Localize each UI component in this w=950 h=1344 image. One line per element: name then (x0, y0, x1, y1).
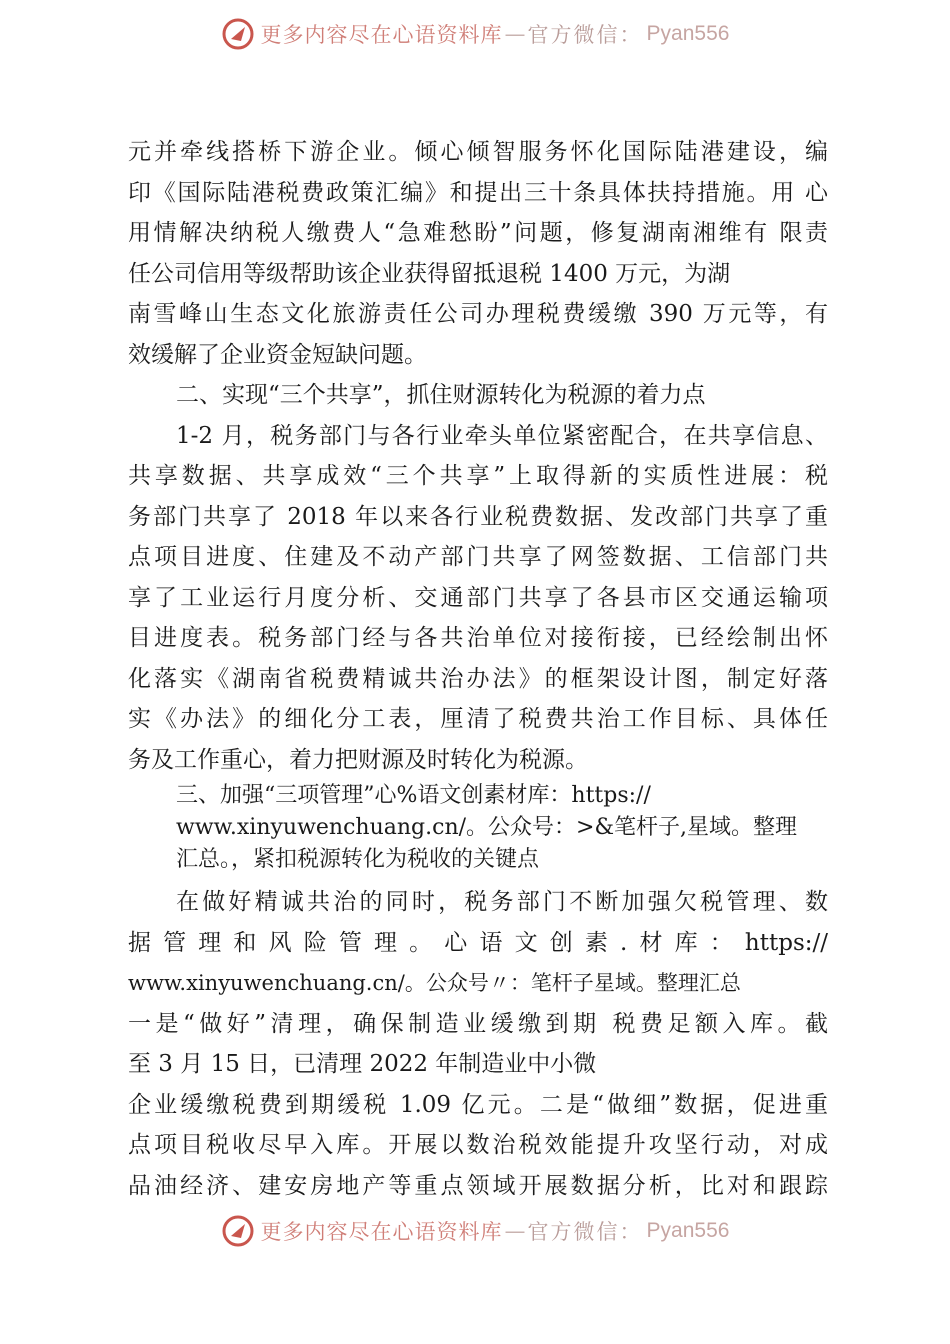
header-banner (0, 14, 950, 54)
banner-separator: — (504, 1219, 526, 1243)
text-line: www.xinyuwenchuang.cn/。公众号〃：笔杆子星域。整理汇总 (128, 971, 741, 995)
banner-main-text: 更多内容尽在心语资料库 (260, 23, 503, 47)
logo-icon (221, 17, 255, 51)
text-line: 用情解决纳税人缴费人“急难愁盼”问题，修复湖南湘维有 限责 (128, 220, 828, 246)
text-line: 点项目税收尽早入库。开展以数治税效能提升攻坚行动，对成 (128, 1132, 828, 1158)
text-line: 化落实《湖南省税费精诚共治办法》的框架设计图，制定好落 (128, 665, 828, 692)
paragraph-1 (128, 132, 828, 375)
text-line: 实《办法》的细化分工表，厘清了税费共治工作目标、具体任 (128, 706, 828, 732)
text-line: 享了工业运行月度分析、交通部门共享了各县市区交通运输项 (128, 584, 828, 611)
text-line: 效缓解了企业资金短缺问题。 (128, 341, 427, 368)
text-line: 据管理和风险管理。心语文创素.材库：https:// (128, 929, 828, 956)
paragraph-2 (128, 416, 828, 781)
banner-wechat-id: Pyan556 (646, 1219, 730, 1242)
text-line: 务及工作重心，着力把财源及时转化为税源。 (128, 746, 588, 773)
banner-wechat-label: 官方微信： (527, 23, 643, 47)
logo-icon (221, 1214, 255, 1248)
banner-main-text: 更多内容尽在心语资料库 (260, 1220, 503, 1244)
text-line: 一是“做好”清理，确保制造业缓缴到期 税费足额入库。截 (128, 1010, 828, 1037)
text-line: 共享数据、共享成效“三个共享”上取得新的实质性进展：税 (128, 463, 828, 489)
text-line: 在做好精诚共治的同时，税务部门不断加强欠税管理、数 (176, 889, 828, 915)
text-line: 印《国际陆港税费政策汇编》和提出三十条具体扶持措施。用 心 (128, 179, 828, 206)
text-line: 点项目进度、住建及不动产部门共享了网签数据、工信部门共 (128, 544, 828, 570)
section-heading-3 (128, 780, 828, 876)
text-line: 企业缓缴税费到期缓税 1.09 亿元。二是“做细”数据，促进重 (128, 1091, 828, 1118)
paragraph-3 (128, 882, 828, 1206)
banner-wechat-id: Pyan556 (646, 22, 730, 45)
text-line: 至 3 月 15 日，已清理 2022 年制造业中小微 (128, 1051, 597, 1077)
text-line: 任公司信用等级帮助该企业获得留抵退税 1400 万元，为湖 (128, 260, 731, 287)
text-line: 目进度表。税务部门经与各共治单位对接衔接，已经绘制出怀 (128, 625, 828, 651)
text-line: 元并牵线搭桥下游企业。倾心倾智服务怀化国际陆港建设，编 (128, 139, 828, 165)
banner-wechat-label: 官方微信： (527, 1220, 643, 1244)
text-line: 汇总。，紧扣税源转化为税收的关键点 (176, 847, 540, 872)
text-line: www.xinyuwenchuang.cn/。公众号：>&笔杆子,星域。整理 (176, 815, 798, 840)
text-line: 三、加强“三项管理”心%语文创素材库：https:// (176, 783, 651, 808)
document-body (128, 132, 828, 1206)
text-line: 务部门共享了 2018 年以来各行业税费数据、发改部门共享了重 (128, 503, 828, 530)
text-line: 南雪峰山生态文化旅游责任公司办理税费缓缴 390 万元等，有 (128, 301, 828, 327)
section-heading-2: 二、实现“三个共享”，抓住财源转化为税源的着力点 (176, 382, 706, 408)
footer-banner (0, 1211, 950, 1251)
text-line: 品油经济、建安房地产等重点领域开展数据分析，比对和跟踪 (128, 1172, 828, 1199)
text-line: 1-2 月，税务部门与各行业牵头单位紧密配合，在共享信息、 (176, 422, 828, 449)
banner-separator: — (504, 22, 526, 46)
